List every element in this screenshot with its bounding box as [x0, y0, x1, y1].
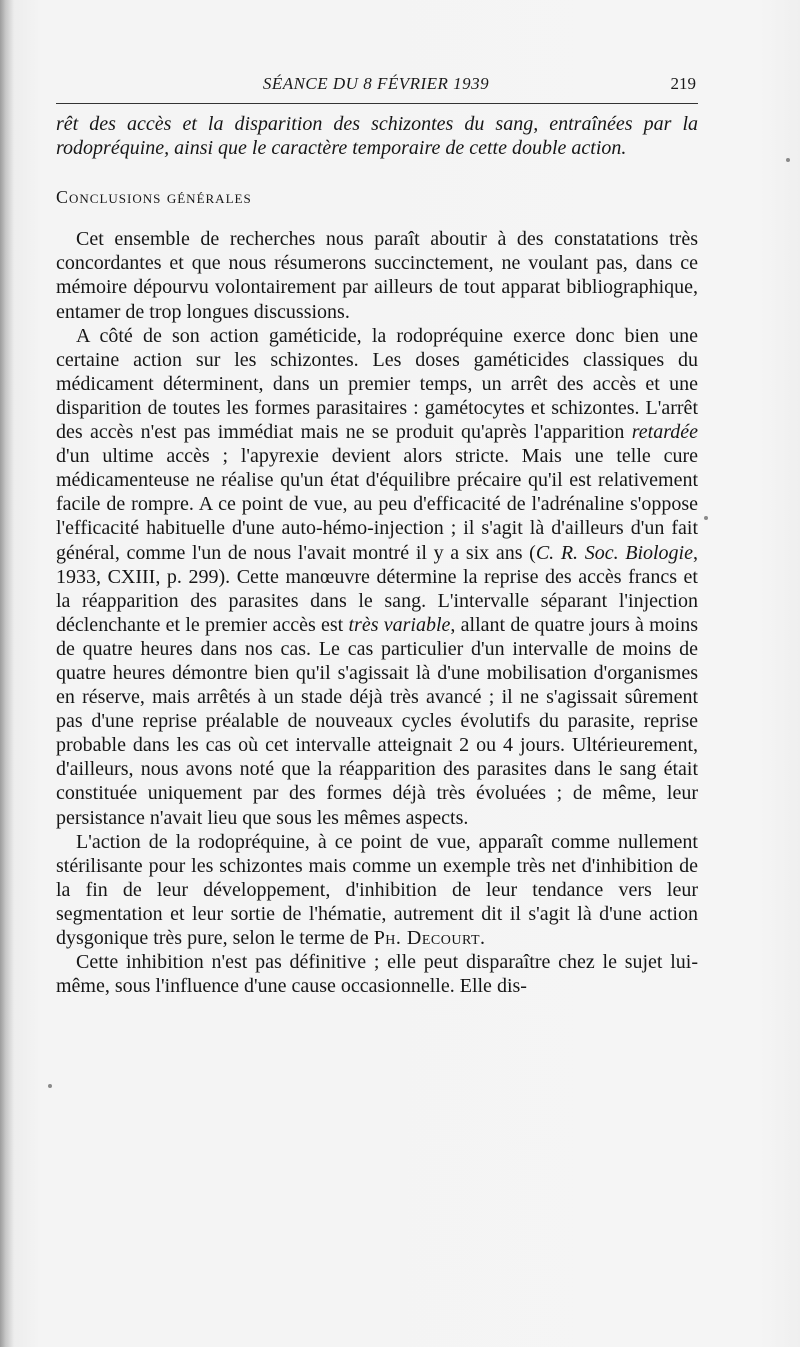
paragraph-4: Cette inhibition n'est pas définitive ; elle peut disparaître chez le sujet lui-même, sous l'influence d'une cause occasionnelle. Elle dis-: [56, 951, 698, 998]
paragraph-3-author: Ph. Decourt: [373, 927, 481, 949]
section-heading: Conclusions générales: [56, 187, 252, 208]
paragraph-2-text-c: d'un ultime accès ; l'apyrexie devient alors stricte. Mais une telle cure médicamenteuse ne réalise qu'un état d'équilibre précaire qu'il est relativement facile de rompre. A ce point de vue, au peu d'efficacité de l'adrénaline s'oppose l'efficacité habituelle d'une auto-hémo-injection ; il s'agit là d'ailleurs d'un fait général, comme l'un de nous l'avait montré il y a six ans (: [56, 445, 698, 564]
page-number: 219: [670, 74, 696, 93]
paragraph-2-text-e: , 1933, CXIII, p. 299). Cette manœuvre détermine la reprise des accès francs et la réapparition des parasites dans le sang. L'intervalle séparant l'injection déclenchante et le premier accès est: [56, 541, 698, 636]
page-binding-shadow: [0, 0, 14, 1347]
paragraph-2-text-a: A côté de son action gaméticide, la rodopréquine exerce donc bien une certaine action sur les schizontes. Les doses gaméticides classiques du médicament déterminent, dans un premier temps, un arrêt des accès et une disparition de toutes les formes parasitaires : gamétocytes et schizontes. L'arrêt des accès n'est pas immédiat mais ne se produit qu'après l'apparition: [56, 324, 698, 444]
intro-paragraph: rêt des accès et la disparition des schizontes du sang, entraînées par la rodopréquine, ainsi que le caractère temporaire de cette double action.: [56, 113, 698, 160]
paragraph-2-italic-variable: très variable: [348, 613, 451, 636]
running-head: SÉANCE DU 8 FÉVRIER 1939: [262, 74, 490, 93]
page-header: [56, 70, 696, 94]
paragraph-3-text-a: L'action de la rodopréquine, à ce point de vue, apparaît comme nullement stérilisante pour les schizontes mais comme un exemple très net d'inhibition de la fin de leur développement, d'inhibition de leur tendance vers leur segmentation et leur sortie de l'hématie, autrement dit il s'agit là d'une action dysgonique très pure, selon le terme de: [56, 830, 698, 949]
paragraph-2-italic-retardee: retardée: [631, 421, 698, 444]
paragraph-1: Cet ensemble de recherches nous paraît aboutir à des constatations très concordantes et que nous résumerons succinctement, ne voulant pas, dans ce mémoire dépourvu volontairement par ailleurs de tout apparat bibliographique, entamer de trop longues discussions.: [56, 228, 698, 323]
margin-speck: [786, 158, 790, 162]
paragraph-3: [56, 830, 698, 950]
header-rule: [56, 103, 698, 104]
margin-speck: [48, 1084, 52, 1088]
paragraph-2: [56, 324, 698, 830]
paragraph-3-text-b: .: [480, 927, 486, 949]
paragraph-2-citation: C. R. Soc. Biologie: [535, 541, 693, 564]
paragraph-2-text-g: , allant de quatre jours à moins de quatre heures dans nos cas. Le cas particulier d'un intervalle de moins de quatre heures démontre bien qu'il s'agissait là d'une mobilisation d'organismes en réserve, mais arrêtés à un stade déjà très avancé ; il ne s'agissait sûrement pas d'une reprise préalable de nouveaux cycles évolutifs du parasite, reprise probable dans les cas où cet intervalle atteignait 2 ou 4 jours. Ultérieurement, d'ailleurs, nous avons noté que la réapparition des parasites dans le sang était constituée uniquement par des formes déjà très évoluées ; de même, leur persistance n'avait lieu que sous les mêmes aspects.: [56, 613, 699, 829]
body-text: [56, 112, 698, 998]
margin-speck: [704, 516, 708, 520]
